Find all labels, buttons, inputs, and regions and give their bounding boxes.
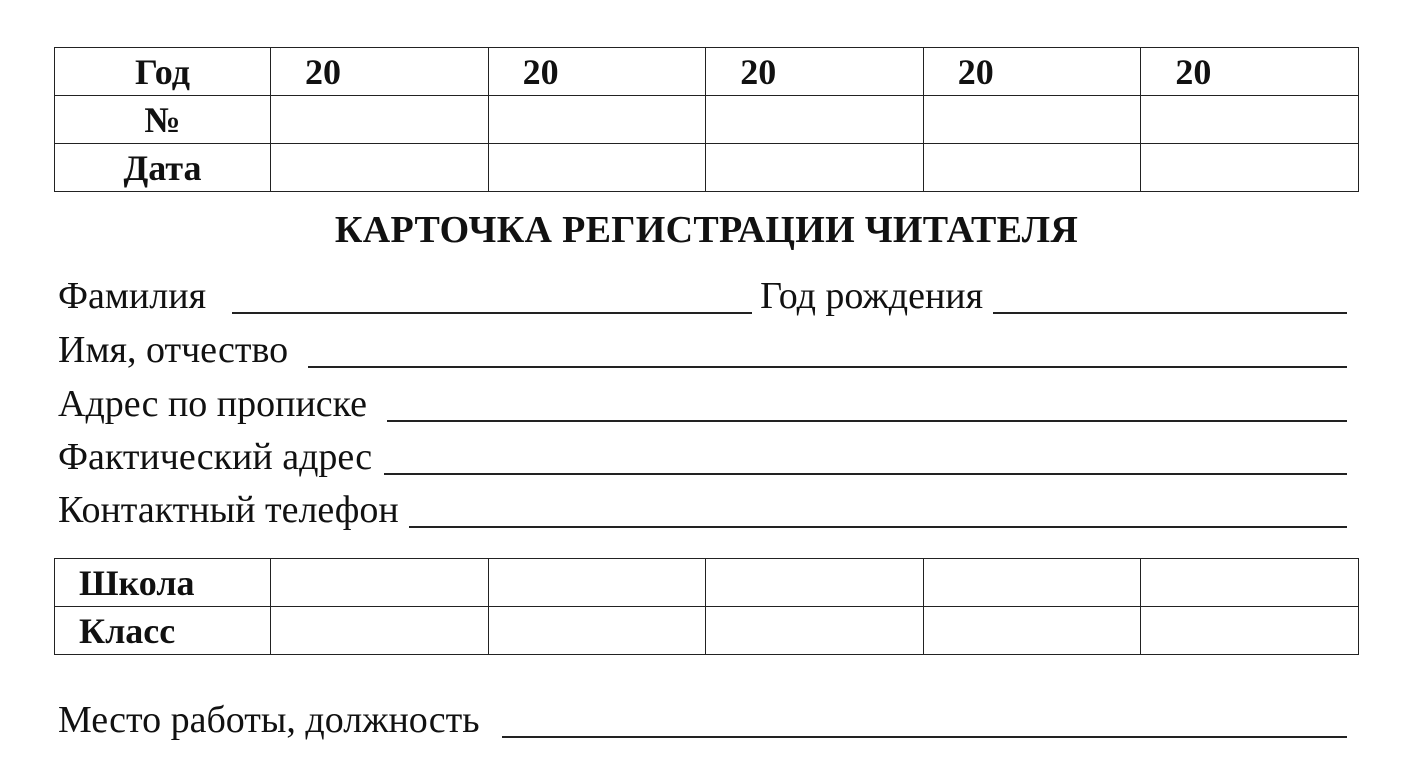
class-label: Класс [55, 607, 271, 655]
number-cell-2[interactable] [488, 96, 706, 144]
date-cell-5[interactable] [1141, 144, 1359, 192]
card-title: КАРТОЧКА РЕГИСТРАЦИИ ЧИТАТЕЛЯ [334, 209, 1079, 251]
school-cell-3[interactable] [706, 559, 924, 607]
class-cell-3[interactable] [706, 607, 924, 655]
surname-label: Фамилия [58, 275, 207, 317]
school-cell-1[interactable] [271, 559, 489, 607]
number-cell-1[interactable] [271, 96, 489, 144]
birth-year-label: Год рождения [760, 275, 984, 317]
surname-row [58, 268, 1347, 318]
number-cell-3[interactable] [706, 96, 924, 144]
year-cell-3[interactable]: 20 [706, 48, 924, 96]
actual-address-row [58, 429, 1347, 479]
date-cell-1[interactable] [271, 144, 489, 192]
date-label: Дата [55, 144, 271, 192]
workplace-label: Место работы, должность [58, 699, 480, 741]
phone-row [58, 482, 1347, 532]
school-cell-5[interactable] [1141, 559, 1359, 607]
date-cell-2[interactable] [488, 144, 706, 192]
name-patronymic-label: Имя, отчество [58, 329, 289, 371]
registered-address-label: Адрес по прописке [58, 383, 368, 425]
table-row-class [55, 607, 1359, 655]
table-row-school [55, 559, 1359, 607]
surname-field[interactable] [232, 274, 752, 314]
number-cell-4[interactable] [923, 96, 1141, 144]
date-cell-4[interactable] [923, 144, 1141, 192]
name-patronymic-field[interactable] [308, 328, 1347, 368]
registered-address-row [58, 376, 1347, 426]
school-label: Школа [55, 559, 271, 607]
workplace-field[interactable] [502, 698, 1347, 738]
table-row-date [55, 144, 1359, 192]
year-cell-2[interactable]: 20 [488, 48, 706, 96]
table-row-year [55, 48, 1359, 96]
phone-label: Контактный телефон [58, 489, 399, 531]
actual-address-label: Фактический адрес [58, 436, 373, 478]
registered-address-field[interactable] [387, 382, 1347, 422]
year-label: Год [55, 48, 271, 96]
date-cell-3[interactable] [706, 144, 924, 192]
phone-field[interactable] [409, 488, 1347, 528]
school-cell-4[interactable] [923, 559, 1141, 607]
table-row-number [55, 96, 1359, 144]
school-cell-2[interactable] [488, 559, 706, 607]
number-cell-5[interactable] [1141, 96, 1359, 144]
year-cell-4[interactable]: 20 [923, 48, 1141, 96]
number-label: № [55, 96, 271, 144]
class-cell-4[interactable] [923, 607, 1141, 655]
class-cell-2[interactable] [488, 607, 706, 655]
registration-table [54, 47, 1359, 192]
class-cell-1[interactable] [271, 607, 489, 655]
workplace-row [58, 692, 1347, 742]
school-table [54, 558, 1359, 655]
year-cell-5[interactable]: 20 [1141, 48, 1359, 96]
actual-address-field[interactable] [384, 435, 1347, 475]
name-row [58, 322, 1347, 372]
birth-year-field[interactable] [993, 274, 1347, 314]
class-cell-5[interactable] [1141, 607, 1359, 655]
year-cell-1[interactable]: 20 [271, 48, 489, 96]
